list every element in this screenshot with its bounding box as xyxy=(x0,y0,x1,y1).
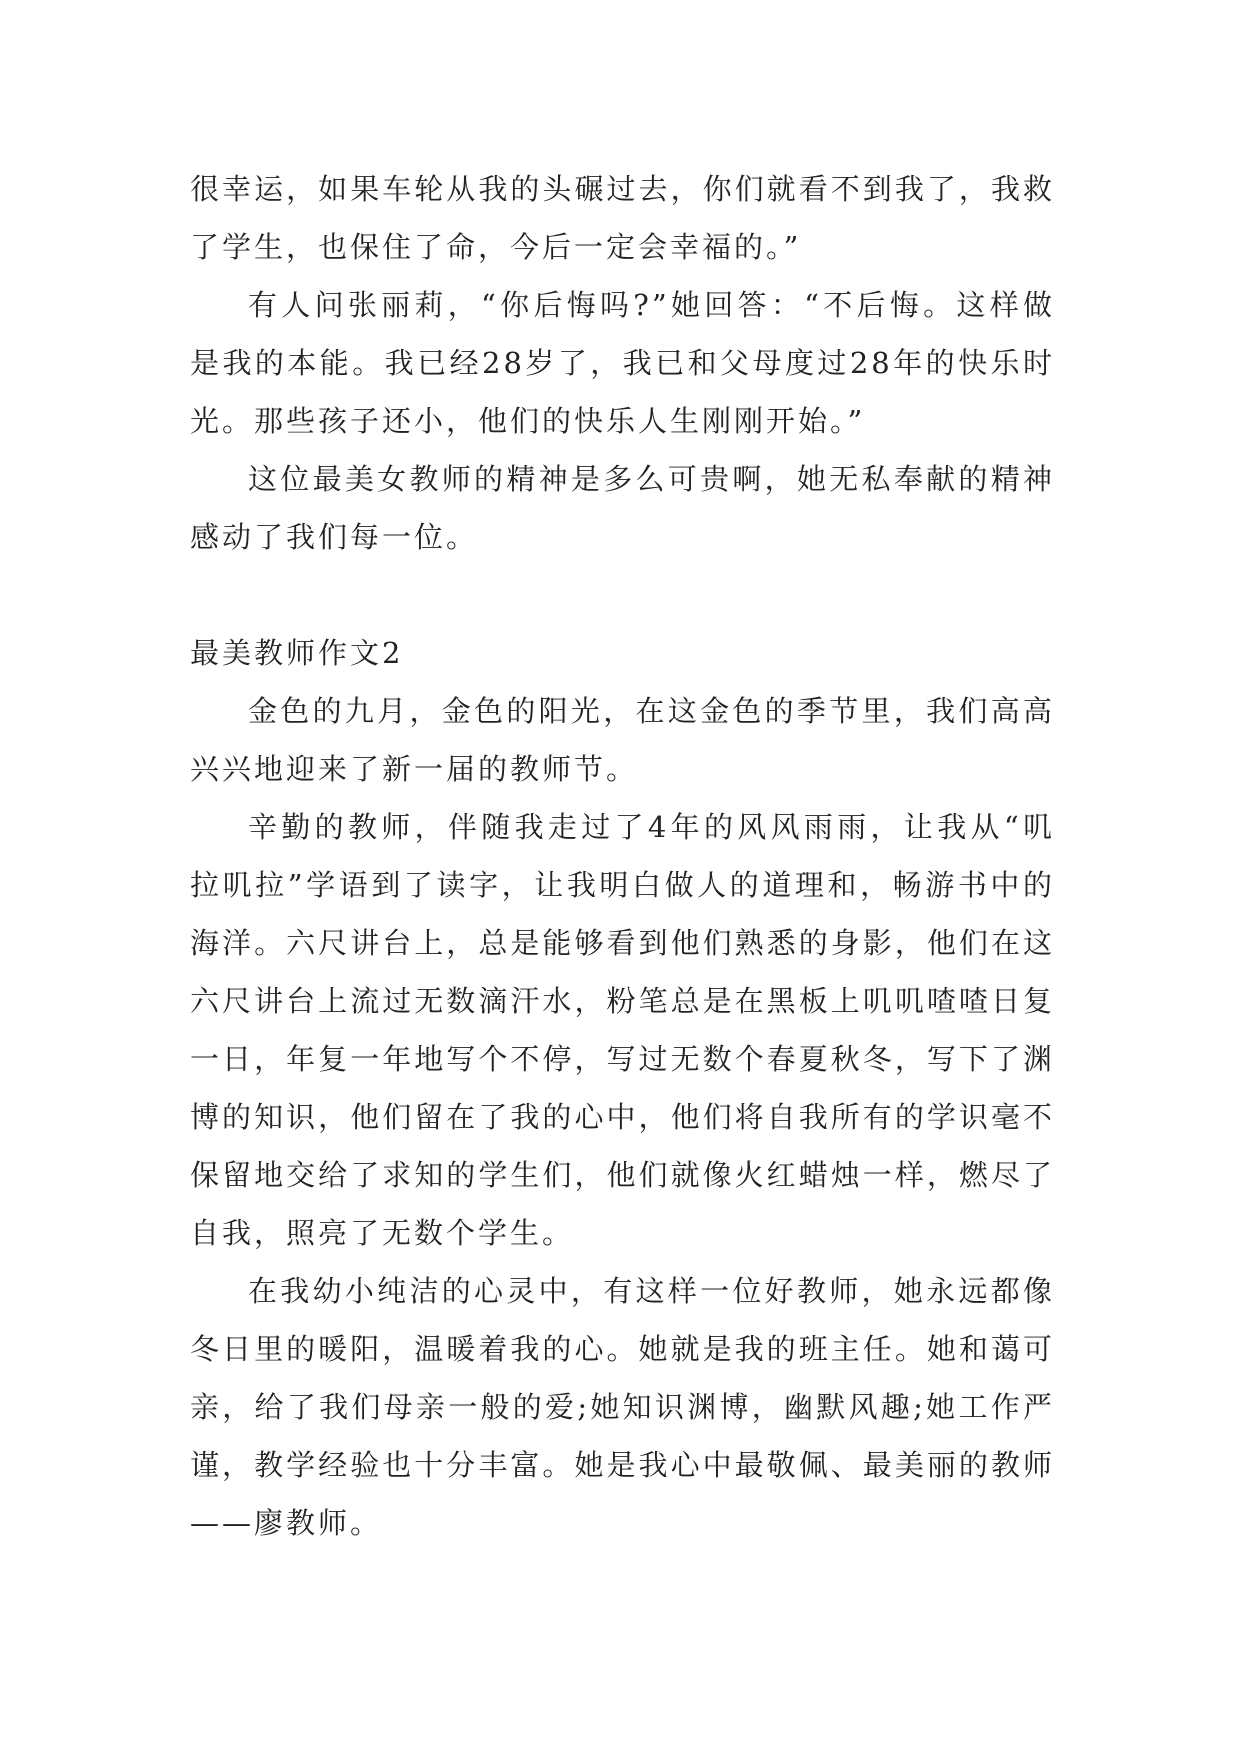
document-body xyxy=(190,160,1055,1552)
paragraph: 金色的九月，金色的阳光，在这金色的季节里，我们高高兴兴地迎来了新一届的教师节。 xyxy=(190,694,1055,786)
paragraph: 辛勤的教师，伴随我走过了4年的风风雨雨，让我从“叽拉叽拉”学语到了读字，让我明白做人的道理和，畅游书中的海洋。六尺讲台上，总是能够看到他们熟悉的身影，他们在这六尺讲台上流过无数滴汗水，粉笔总是在黑板上叽叽喳喳日复一日，年复一年地写个不停，写过无数个春夏秋冬，写下了渊博的知识，他们留在了我的心中，他们将自我所有的学识毫不保留地交给了求知的学生们，他们就像火红蜡烛一样，燃尽了自我，照亮了无数个学生。 xyxy=(190,810,1055,1250)
paragraph: 在我幼小纯洁的心灵中，有这样一位好教师，她永远都像冬日里的暖阳，温暖着我的心。她就是我的班主任。她和蔼可亲，给了我们母亲一般的爱;她知识渊博，幽默风趣;她工作严谨，教学经验也十分丰富。她是我心中最敬佩、最美丽的教师——廖教师。 xyxy=(190,1274,1055,1540)
section-title: 最美教师作文2 xyxy=(190,636,404,670)
paragraph-continued: 很幸运，如果车轮从我的头碾过去，你们就看不到我了，我救了学生，也保住了命，今后一定会幸福的。” xyxy=(190,172,1055,264)
paragraph: 这位最美女教师的精神是多么可贵啊，她无私奉献的精神感动了我们每一位。 xyxy=(190,462,1055,554)
paragraph: 有人问张丽莉，“你后悔吗?”她回答：“不后悔。这样做是我的本能。我已经28岁了，我已和父母度过28年的快乐时光。那些孩子还小，他们的快乐人生刚刚开始。” xyxy=(190,288,1055,438)
